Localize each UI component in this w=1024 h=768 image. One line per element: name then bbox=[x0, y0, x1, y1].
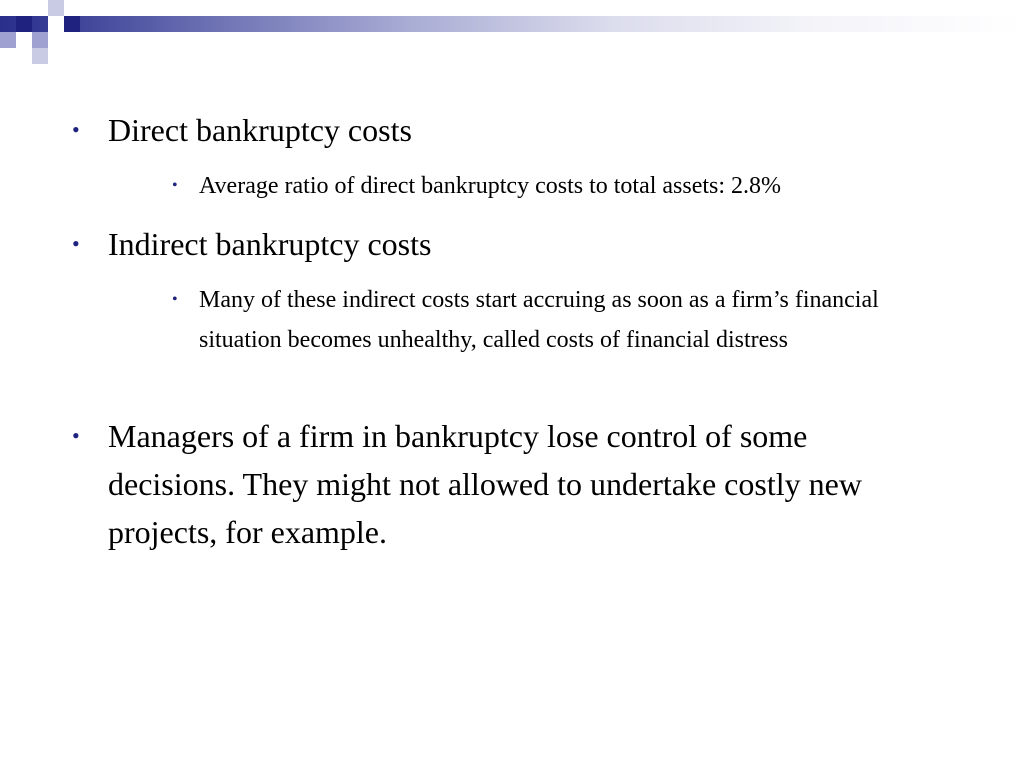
bullet-text: Indirect bankruptcy costs bbox=[108, 226, 432, 262]
sub-bullet-item bbox=[172, 280, 932, 360]
sub-bullet-item bbox=[172, 166, 932, 206]
bullet-text: Managers of a firm in bankruptcy lose control of some decisions. They might not allowed to undertake costly new projects, for example. bbox=[108, 418, 862, 550]
bullet-glyph: • bbox=[72, 231, 80, 256]
bullet-item bbox=[72, 106, 932, 154]
sub-bullet-text: Many of these indirect costs start accruing as soon as a firm’s financial situation becomes unhealthy, called costs of financial distress bbox=[199, 287, 879, 353]
sub-bullet-glyph: • bbox=[172, 177, 178, 194]
bullet-item bbox=[72, 412, 932, 556]
bullet-item bbox=[72, 220, 932, 268]
bullet-glyph: • bbox=[72, 423, 80, 448]
sub-bullet-text: Average ratio of direct bankruptcy costs to total assets: 2.8% bbox=[199, 173, 782, 199]
sub-bullet-glyph: • bbox=[172, 291, 178, 308]
bullet-glyph: • bbox=[72, 117, 80, 142]
bullet-text: Direct bankruptcy costs bbox=[108, 112, 412, 148]
